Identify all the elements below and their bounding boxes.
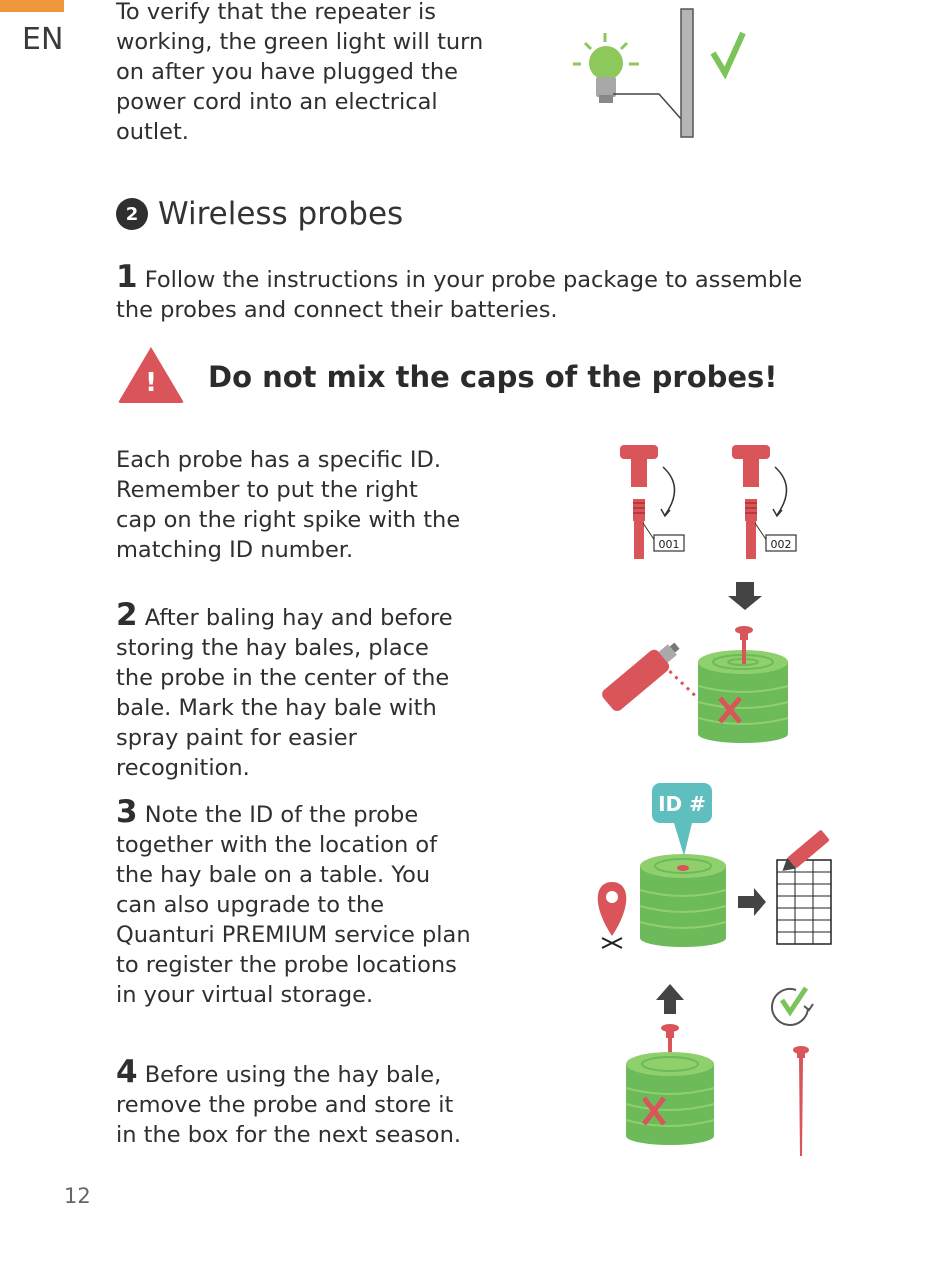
step-2 [116, 597, 461, 783]
checkmark-icon [713, 33, 743, 73]
hay-bale-icon [640, 854, 726, 947]
step-3-number: 3 [116, 794, 138, 830]
warning-symbol: ! [145, 368, 157, 398]
step-1-number: 1 [116, 259, 138, 295]
intro-text: To verify that the repeater is working, the green light will turn on after you have plugged the power cord into an electrical outlet. [116, 0, 484, 145]
step-2-number: 2 [116, 597, 138, 633]
warning-text: Do not mix the caps of the probes! [208, 360, 778, 394]
step-4-number: 4 [116, 1054, 138, 1090]
record-id-illustration [592, 780, 837, 955]
arrow-down-icon [728, 582, 762, 610]
reuse-check-icon [772, 988, 813, 1025]
step-1-text: Follow the instructions in your probe package to assemble the probes and connect their batteries. [116, 267, 803, 323]
arrow-up-icon [656, 984, 684, 1014]
probe-cap-icon [732, 445, 796, 559]
language-label: EN [22, 22, 64, 57]
hay-bale-icon [626, 1052, 714, 1145]
caps-note-text: Each probe has a specific ID. Remember to put the right cap on the right spike with the matching ID number. [116, 447, 461, 563]
spray-bale-illustration [590, 578, 800, 748]
id-label: ID # [658, 792, 706, 816]
step-4-text: Before using the hay bale, remove the probe and store it in the box for the next season. [116, 1062, 461, 1148]
probe-cap-icon [620, 445, 684, 559]
remove-probe-illustration [620, 978, 820, 1160]
step-3 [116, 794, 476, 1010]
lightbulb-icon [573, 33, 639, 103]
page-number: 12 [64, 1184, 91, 1208]
accent-bar [0, 0, 64, 12]
spray-can-icon [600, 636, 686, 714]
probe-id-2-label: 002 [770, 538, 792, 551]
repeater-device-icon [681, 9, 693, 137]
step-2-text: After baling hay and before storing the hay bales, place the probe in the center of the bale. Mark the hay bale with spray paint for easier recognition. [116, 605, 453, 781]
location-pin-icon [598, 882, 627, 948]
probe-id-1-label: 001 [658, 538, 680, 551]
step-4 [116, 1054, 461, 1150]
probe-icon [793, 1046, 809, 1156]
table-icon [777, 860, 831, 944]
warning-icon [116, 343, 186, 405]
section-number-badge: 2 [116, 198, 148, 230]
step-1 [116, 259, 836, 325]
arrow-right-icon [738, 888, 766, 916]
repeater-light-illustration [565, 5, 755, 143]
section-heading [116, 196, 403, 232]
probe-caps-illustration [605, 437, 805, 562]
section-title: Wireless probes [158, 196, 404, 232]
id-speech-bubble [652, 783, 712, 856]
step-3-text: Note the ID of the probe together with the location of the hay bale on a table. You can also upgrade to the Quanturi PREMIUM service plan to register the probe locations in your virtual storage. [116, 802, 471, 1008]
